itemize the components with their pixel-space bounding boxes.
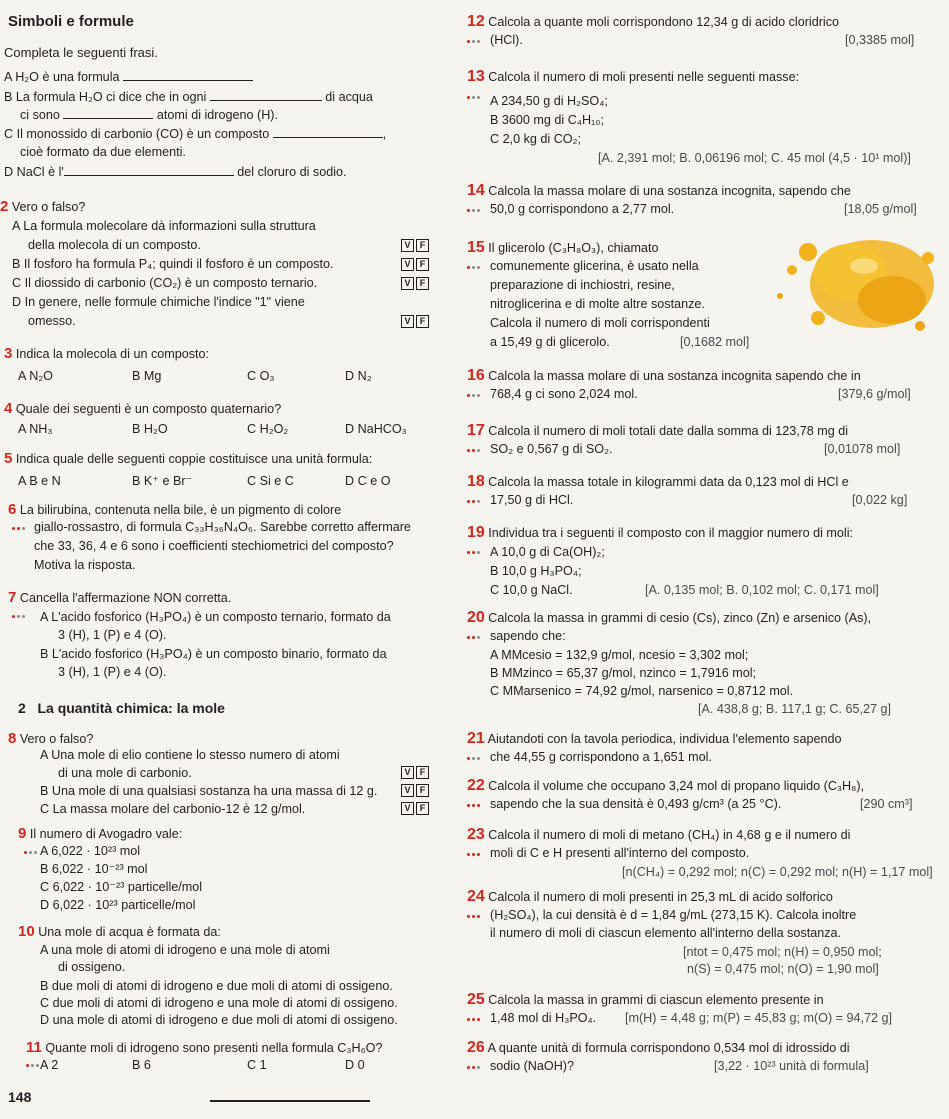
q2-d2: omesso. <box>28 314 76 328</box>
difficulty-dots <box>467 628 487 633</box>
q13-b: B 3600 mg di C₄H₁₀; <box>490 113 605 127</box>
q20-c: C MMarsenico = 74,92 g/mol, narsenico = 0,8712 mol. <box>490 684 794 698</box>
difficulty-dots <box>467 386 487 391</box>
q15-l4: nitroglicerina e di molte altre sostanze. <box>490 297 705 311</box>
q3-option-a[interactable]: A N₂O <box>18 369 53 383</box>
answer-key: [3,22 · 10²³ unità di formula] <box>714 1059 869 1073</box>
q15-l6: a 15,49 g di glicerolo. <box>490 335 610 349</box>
q18-l2: 17,50 g di HCl. <box>490 493 574 507</box>
answer-key: [379,6 g/mol] <box>838 387 911 401</box>
difficulty-dots <box>467 201 487 206</box>
q9-option-c[interactable]: C 6,022 · 10⁻²³ particelle/mol <box>40 880 203 894</box>
page-number: 148 <box>8 1089 32 1105</box>
q20-l1: 20 Calcola la massa in grammi di cesio (Cs), zinco (Zn) e arsenico (As), <box>467 609 872 626</box>
difficulty-dots <box>467 441 487 446</box>
difficulty-dots <box>467 1058 487 1063</box>
false-checkbox[interactable]: F <box>416 258 429 271</box>
answer-blank[interactable] <box>123 70 253 81</box>
section-title: Simboli e formule <box>8 13 134 30</box>
q19-c: C 10,0 g NaCl. <box>490 583 573 597</box>
q15-l5: Calcola il numero di moli corrispondenti <box>490 316 710 330</box>
answer-blank[interactable] <box>63 108 153 119</box>
glycerin-stain-image <box>752 222 942 342</box>
difficulty-dots <box>12 519 32 524</box>
q18-l1: 18 Calcola la massa totale in kilogrammi data da 0,123 mol di HCl e <box>467 473 849 490</box>
false-checkbox[interactable]: F <box>416 315 429 328</box>
q19-b: B 10,0 g H₃PO₄; <box>490 564 582 578</box>
q3-option-c[interactable]: C O₃ <box>247 369 275 383</box>
q25-l1: 25 Calcola la massa in grammi di ciascun elemento presente in <box>467 991 824 1008</box>
q24-l1: 24 Calcola il numero di moli presenti in 25,3 mL di acido solforico <box>467 888 833 905</box>
false-checkbox[interactable]: F <box>416 802 429 815</box>
q25-l2: 1,48 mol di H₃PO₄. <box>490 1011 597 1025</box>
q6-l3: che 33, 36, 4 e 6 sono i coefficienti stechiometrici del composto? <box>34 539 394 553</box>
q2-a2: della molecola di un composto. <box>28 238 201 252</box>
difficulty-dots <box>467 32 487 37</box>
answer-key: [m(H) = 4,48 g; m(P) = 45,83 g; m(O) = 94,72 g] <box>625 1011 893 1025</box>
q6-l2: giallo-rossastro, di formula C₃₃H₃₆N₄O₆. Sarebbe corretto affermare <box>34 520 411 534</box>
footer-rule <box>210 1100 370 1102</box>
q20-b: B MMzinco = 65,37 g/mol, nzinco = 1,7916 mol; <box>490 666 757 680</box>
difficulty-dots <box>467 907 487 912</box>
q2-b: B Il fosforo ha formula P₄; quindi il fosforo è un composto. <box>12 257 334 271</box>
q24-l3: il numero di moli di ciascun elemento all'interno della sostanza. <box>490 926 842 940</box>
q3: 3 Indica la molecola di un composto: <box>4 345 210 362</box>
q10-option-d[interactable]: D una mole di atomi di idrogeno e due moli di atomi di ossigeno. <box>40 1013 398 1027</box>
difficulty-dots <box>467 845 487 850</box>
q4-option-c[interactable]: C H₂O₂ <box>247 422 289 436</box>
answer-key: [18,05 g/mol] <box>844 202 917 216</box>
q10: 10 Una mole di acqua è formata da: <box>18 923 221 940</box>
q16-l1: 16 Calcola la massa molare di una sostanza incognita sapendo che in <box>467 367 861 384</box>
q2: 2 Vero o falso? <box>0 198 86 215</box>
q7-option-b[interactable]: B L'acido fosforico (H₃PO₄) è un composto binario, formato da <box>40 647 387 661</box>
q4-option-b[interactable]: B H₂O <box>132 422 168 436</box>
q26-l1: 26 A quante unità di formula corrispondono 0,534 mol di idrossido di <box>467 1039 850 1056</box>
q15-l3: preparazione di inchiostri, resine, <box>490 278 675 292</box>
difficulty-dots <box>12 607 32 612</box>
difficulty-dots <box>467 749 487 754</box>
answer-key: n(S) = 0,475 mol; n(O) = 1,90 mol] <box>687 962 879 976</box>
true-checkbox[interactable]: V <box>401 784 414 797</box>
q4-option-d[interactable]: D NaHCO₃ <box>345 422 407 436</box>
q22-l1: 22 Calcola il volume che occupano 3,24 mol di propano liquido (C₃H₈), <box>467 777 865 794</box>
q6-l1: 6 La bilirubina, contenuta nella bile, è un pigmento di colore <box>8 501 342 518</box>
q5-option-b[interactable]: B K⁺ e Br⁻ <box>132 474 193 488</box>
q7-option-b-cont: 3 (H), 1 (P) e 4 (O). <box>58 665 167 679</box>
false-checkbox[interactable]: F <box>416 239 429 252</box>
q10-option-a-cont: di ossigeno. <box>58 960 126 974</box>
q23-l2: moli di C e H presenti all'interno del composto. <box>490 846 750 860</box>
false-checkbox[interactable]: F <box>416 277 429 290</box>
instruction: Completa le seguenti frasi. <box>4 45 158 60</box>
q24-l2: (H₂SO₄), la cui densità è d = 1,84 g/mL (273,15 K). Calcola inoltre <box>490 908 857 922</box>
q13-a: A 234,50 g di H₂SO₄; <box>490 94 608 108</box>
q5-option-c[interactable]: C Si e C <box>247 474 294 488</box>
true-checkbox[interactable]: V <box>401 277 414 290</box>
q6-l4: Motiva la risposta. <box>34 558 136 572</box>
answer-blank[interactable] <box>64 165 234 176</box>
q8-a1: A Una mole di elio contiene lo stesso numero di atomi <box>40 748 340 762</box>
q22-l2: sapendo che la sua densità è 0,493 g/cm³ (a 25 °C). <box>490 797 782 811</box>
q23-l1: 23 Calcola il numero di moli di metano (CH₄) in 4,68 g e il numero di <box>467 826 851 843</box>
answer-key: [n(CH₄) = 0,292 mol; n(C) = 0,292 mol; n(H) = 1,17 mol] <box>622 865 933 879</box>
q11: 11 Quante moli di idrogeno sono presenti nella formula C₃H₆O? <box>26 1039 383 1056</box>
answer-key: [A. 438,8 g; B. 117,1 g; C. 65,27 g] <box>698 702 892 716</box>
q8: 8 Vero o falso? <box>8 730 94 747</box>
q1-c: C Il monossido di carbonio (CO) è un composto , <box>4 127 387 141</box>
answer-key: [0,022 kg] <box>852 493 908 507</box>
q20-l2: sapendo che: <box>490 629 566 643</box>
q9: 9 Il numero di Avogadro vale: <box>18 825 183 842</box>
q13-c: C 2,0 kg di CO₂; <box>490 132 581 146</box>
difficulty-dots <box>467 1010 487 1015</box>
q19: 19 Individua tra i seguenti il composto con il maggior numero di moli: <box>467 524 853 541</box>
answer-blank[interactable] <box>210 90 322 101</box>
q2-a1: A La formula molecolare dà informazioni sulla struttura <box>12 219 316 233</box>
answer-key: [A. 2,391 mol; B. 0,06196 mol; C. 45 mol (4,5 · 10¹ mol)] <box>598 151 911 165</box>
q16-l2: 768,4 g ci sono 2,024 mol. <box>490 387 638 401</box>
q1-b-cont: ci sono atomi di idrogeno (H). <box>20 108 278 122</box>
q7: 7 Cancella l'affermazione NON corretta. <box>8 589 232 606</box>
q10-option-c[interactable]: C due moli di atomi di idrogeno e una mole di atomi di ossigeno. <box>40 996 398 1010</box>
q1-a: A H₂O è una formula <box>4 70 253 85</box>
answer-key: [290 cm³] <box>860 797 913 811</box>
q17-l1: 17 Calcola il numero di moli totali date dalla somma di 123,78 mg di <box>467 422 849 439</box>
difficulty-dots <box>467 796 487 801</box>
q12-l1: 12 Calcola a quante moli corrispondono 12,34 g di acido cloridrico <box>467 13 840 30</box>
q9-option-a[interactable]: A 6,022 · 10²³ mol <box>40 844 141 858</box>
q11-option-c[interactable]: C 1 <box>247 1058 267 1072</box>
q11-option-b[interactable]: B 6 <box>132 1058 151 1072</box>
true-checkbox[interactable]: V <box>401 315 414 328</box>
q15-l1: 15 Il glicerolo (C₃H₈O₃), chiamato <box>467 239 659 256</box>
q7-option-a[interactable]: A L'acido fosforico (H₃PO₄) è un composto ternario, formato da <box>40 610 391 624</box>
q21-l2: che 44,55 g corrispondono a 1,651 mol. <box>490 750 712 764</box>
q1-c-cont: cioè formato da due elementi. <box>20 145 186 159</box>
q8-c: C La massa molare del carbonio-12 è 12 g/mol. <box>40 802 306 816</box>
q3-option-b[interactable]: B Mg <box>132 369 162 383</box>
answer-key: [0,01078 mol] <box>824 442 901 456</box>
q5-option-a[interactable]: A B e N <box>18 474 61 488</box>
q12-l2: (HCl). <box>490 33 523 47</box>
true-checkbox[interactable]: V <box>401 766 414 779</box>
answer-key: [0,1682 mol] <box>680 335 750 349</box>
difficulty-dots <box>467 492 487 497</box>
q9-option-b[interactable]: B 6,022 · 10⁻²³ mol <box>40 862 148 876</box>
q26-l2: sodio (NaOH)? <box>490 1059 574 1073</box>
section-heading: 2 La quantità chimica: la mole <box>18 700 225 716</box>
q8-b: B Una mole di una qualsiasi sostanza ha una massa di 12 g. <box>40 784 378 798</box>
difficulty-dots <box>467 543 487 548</box>
q1-d: D NaCl è l' del cloruro di sodio. <box>4 165 347 179</box>
true-checkbox[interactable]: V <box>401 802 414 815</box>
difficulty-dots <box>467 88 487 93</box>
false-checkbox[interactable]: F <box>416 766 429 779</box>
q7-option-a-cont: 3 (H), 1 (P) e 4 (O). <box>58 628 167 642</box>
answer-key: [0,3385 mol] <box>845 33 915 47</box>
q14-l1: 14 Calcola la massa molare di una sostanza incognita, sapendo che <box>467 182 851 199</box>
false-checkbox[interactable]: F <box>416 784 429 797</box>
q1-b: B La formula H₂O ci dice che in ogni di acqua <box>4 90 373 104</box>
q5-option-d[interactable]: D C e O <box>345 474 391 488</box>
answer-key: [ntot = 0,475 mol; n(H) = 0,950 mol; <box>683 945 882 959</box>
q14-l2: 50,0 g corrispondono a 2,77 mol. <box>490 202 675 216</box>
q13: 13 Calcola il numero di moli presenti nelle seguenti masse: <box>467 68 800 85</box>
q15-l2: comunemente glicerina, è usato nella <box>490 259 699 273</box>
q9-option-d[interactable]: D 6,022 · 10²³ particelle/mol <box>40 898 196 912</box>
q11-option-d[interactable]: D 0 <box>345 1058 365 1072</box>
answer-blank[interactable] <box>273 127 383 138</box>
q21-l1: 21 Aiutandoti con la tavola periodica, individua l'elemento sapendo <box>467 730 842 747</box>
q5: 5 Indica quale delle seguenti coppie costituisce una unità formula: <box>4 450 373 467</box>
answer-key: [A. 0,135 mol; B. 0,102 mol; C. 0,171 mol] <box>645 583 879 597</box>
difficulty-dots <box>467 258 487 263</box>
q10-option-b[interactable]: B due moli di atomi di idrogeno e due moli di atomi di ossigeno. <box>40 979 393 993</box>
true-checkbox[interactable]: V <box>401 258 414 271</box>
q11-option-a[interactable]: A 2 <box>40 1058 59 1072</box>
true-checkbox[interactable]: V <box>401 239 414 252</box>
q19-a: A 10,0 g di Ca(OH)₂; <box>490 545 605 559</box>
q2-c: C Il diossido di carbonio (CO₂) è un composto ternario. <box>12 276 318 290</box>
q17-l2: SO₂ e 0,567 g di SO₂. <box>490 442 613 456</box>
q8-a2: di una mole di carbonio. <box>58 766 192 780</box>
q3-option-d[interactable]: D N₂ <box>345 369 372 383</box>
q10-option-a[interactable]: A una mole di atomi di idrogeno e una mole di atomi <box>40 943 330 957</box>
q4-option-a[interactable]: A NH₃ <box>18 422 53 436</box>
q4: 4 Quale dei seguenti è un composto quaternario? <box>4 400 282 417</box>
q2-d1: D In genere, nelle formule chimiche l'indice "1" viene <box>12 295 305 309</box>
q20-a: A MMcesio = 132,9 g/mol, ncesio = 3,302 mol; <box>490 648 749 662</box>
